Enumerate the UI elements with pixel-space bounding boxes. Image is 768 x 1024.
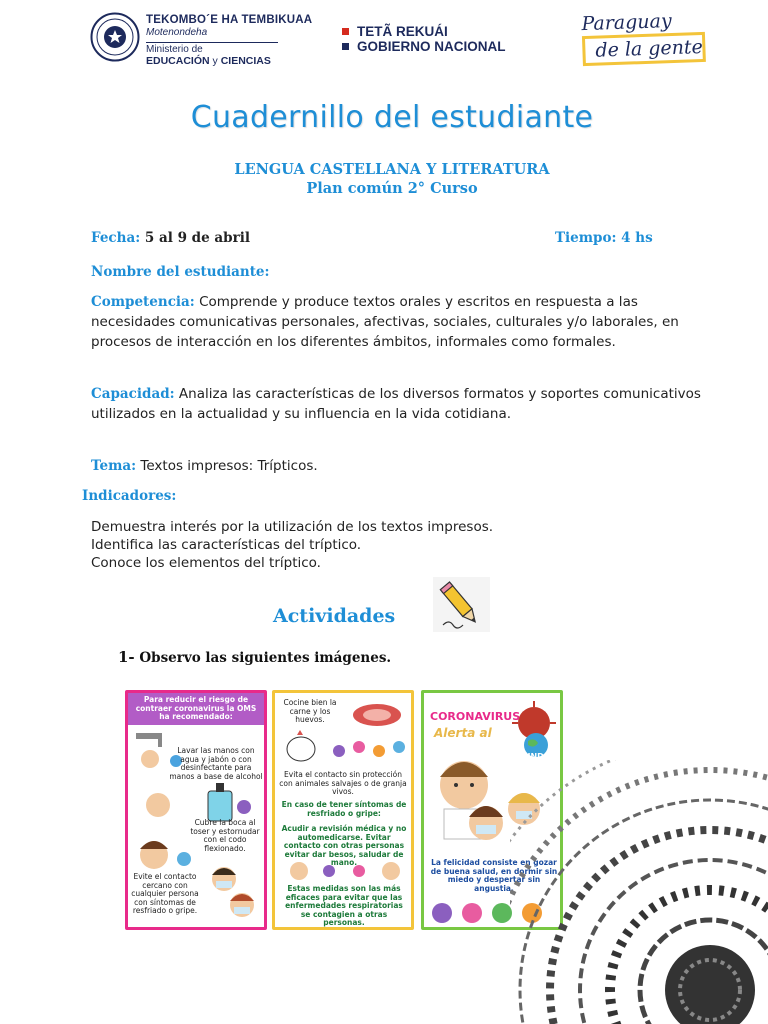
panel1-text1: Lavar las manos con agua y jabón o con desinfectante para manos a base de alcohol: [169, 746, 263, 781]
mec-line4: [146, 55, 312, 67]
national-seal-icon: [90, 12, 140, 62]
flag-blue-square-icon: [342, 43, 349, 50]
indicador-item: Demuestra interés por la utilización de los textos impresos.: [91, 519, 494, 535]
capacidad-text: Analiza las características de los diversos formatos y soportes comunicativos utilizados en la actualidad y su influencia en la vida cotidiana.: [91, 386, 701, 422]
fecha-field: [91, 230, 250, 246]
panel3-text4: La felicidad consiste en gozar de buena salud, en dormir sin miedo y despertar sin angustia.: [430, 858, 558, 893]
triptych-panel-2: [272, 690, 414, 930]
panel1-text3: Evite el contacto cercano con cualquier persona con síntomas de resfriado o gripe.: [131, 872, 199, 915]
panel1-header: Para reducir el riesgo de contraer coronavirus la OMS ha recomendado:: [128, 693, 264, 725]
page-title: Cuadernillo del estudiante: [190, 100, 594, 135]
indicadores-label: Indicadores:: [82, 488, 177, 504]
mec-line4b: y: [209, 55, 221, 67]
plan-line: Plan común 2° Curso: [306, 180, 478, 197]
tema-text: Textos impresos: Trípticos.: [136, 458, 318, 474]
chicken-virus-icon: [279, 729, 411, 767]
indicadores-list: [91, 518, 493, 572]
capacidad-block: [91, 384, 711, 424]
actividades-heading: Actividades: [273, 605, 396, 627]
mec-line4c: CIENCIAS: [220, 55, 271, 67]
mandala-decoration-icon: [510, 760, 768, 1024]
panel3-text3: MUNDO: [516, 752, 551, 761]
question-number: 1-: [118, 648, 135, 666]
people-icon: [279, 859, 411, 883]
mec-logo: [146, 14, 312, 67]
panel3-text1: CORONAVIRUS: [430, 710, 521, 723]
mec-line1: TEKOMBO´E HA TEMBIKUAA: [146, 14, 313, 26]
nombre-label: Nombre del estudiante:: [91, 264, 270, 280]
mec-line2: Motenondeha: [146, 27, 208, 38]
competencia-block: [91, 292, 711, 352]
mec-line3: Ministerio de: [146, 42, 278, 55]
question-text: Observo las siguientes imágenes.: [134, 650, 392, 666]
panel2-text3: En caso de tener síntomas de resfriado o gripe:: [281, 800, 407, 818]
tema-label: Tema:: [91, 458, 137, 474]
panel3-text2: Alerta al: [434, 726, 492, 740]
indicador-item: Conoce los elementos del tríptico.: [91, 555, 321, 571]
fecha-value: 5 al 9 de abril: [144, 230, 250, 246]
mec-line4a: EDUCACIÓN: [146, 55, 210, 67]
gobierno-logo: [342, 24, 506, 54]
competencia-text: Comprende y produce textos orales y escritos en respuesta a las necesidades comunicativas personales, afectivas, sociales, culturales y/o laborales, en procesos de interacción en los diferentes ámbitos, informales como formales.: [91, 294, 679, 350]
fecha-label: Fecha:: [91, 230, 145, 246]
panel2-text2: Evita el contacto sin protección con animales salvajes o de granja vivos.: [279, 770, 407, 796]
subject-line: LENGUA CASTELLANA Y LITERATURA: [234, 161, 550, 178]
brand-line1: Paraguay: [581, 10, 672, 36]
indicador-item: Identifica las características del tríptico.: [91, 537, 362, 553]
meat-icon: [347, 699, 411, 729]
masked-children-icon: [202, 861, 264, 927]
tiempo-field: Tiempo: 4 hs: [555, 230, 653, 246]
panel2-text1: Cocine bien la carne y los huevos.: [283, 698, 337, 724]
capacidad-label: Capacidad:: [91, 386, 175, 402]
gob-line1: TETÃ REKUÁI: [357, 24, 448, 39]
triptych-panel-1: [125, 690, 267, 930]
panel1-text2: Cubre la boca al toser y estornudar con el codo flexionado.: [190, 818, 260, 853]
page-header: [0, 0, 768, 80]
flag-red-square-icon: [342, 28, 349, 35]
tema-block: [91, 456, 711, 476]
subtitle: [0, 160, 768, 198]
question-1: [118, 648, 391, 666]
competencia-label: Competencia:: [91, 294, 195, 310]
panel2-text4: Acudir a revisión médica y no automedicarse. Evitar contacto con otras personas evitar dar besos, saludar de mano.: [281, 824, 407, 867]
brand-line2: de la gente: [582, 32, 706, 66]
panel2-text5: Estas medidas son las más eficaces para evitar que las enfermedades respiratorias se contagien a otras personas.: [285, 884, 403, 927]
pencil-icon: [433, 577, 490, 632]
paraguay-brand-logo: [581, 8, 706, 66]
nombre-field: [91, 262, 711, 282]
gob-line2: GOBIERNO NACIONAL: [357, 39, 506, 54]
